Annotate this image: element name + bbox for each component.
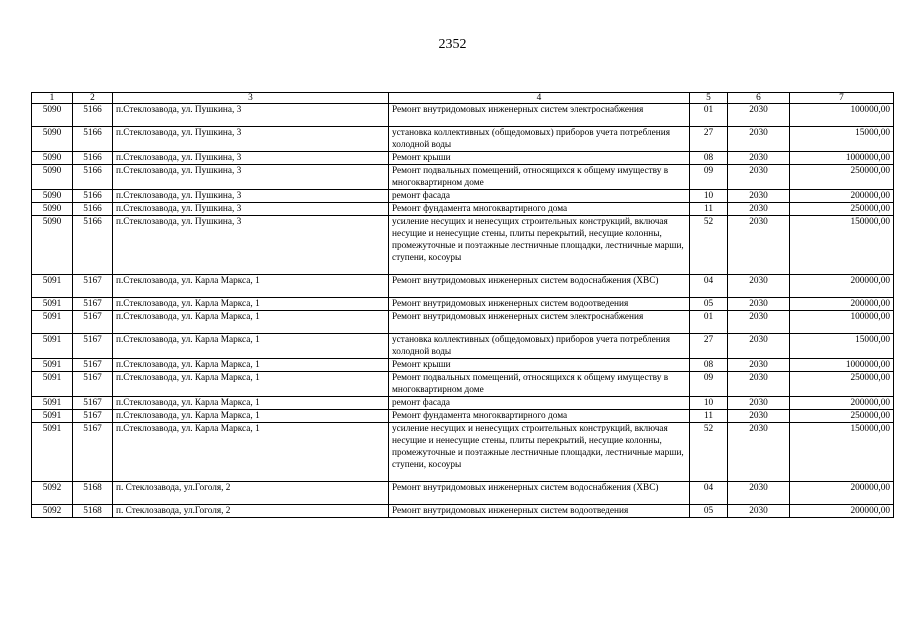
house-id-cell: 5166 [73,152,113,165]
cost-cell: 150000,00 [790,423,894,482]
cost-cell: 1000000,00 [790,152,894,165]
table-row [32,203,894,216]
work-code-cell: 27 [690,334,728,359]
cost-cell: 250000,00 [790,165,894,190]
cost-cell: 150000,00 [790,216,894,275]
year-cell: 2030 [728,410,790,423]
table-row [32,216,894,275]
cost-cell: 100000,00 [790,104,894,127]
record-number-cell: 5092 [32,505,73,518]
record-number-cell: 5091 [32,275,73,298]
work-code-cell: 09 [690,372,728,397]
house-id-cell: 5167 [73,359,113,372]
work-type-cell: Ремонт внутридомовых инженерных систем электроснабжения [389,311,690,334]
work-code-cell: 01 [690,104,728,127]
address-cell: п. Стеклозавода, ул.Гоголя, 2 [113,505,389,518]
page-number: 2352 [438,37,467,52]
work-type-cell: Ремонт крыши [389,152,690,165]
house-id-cell: 5166 [73,127,113,152]
column-header: 3 [113,93,389,104]
table-row [32,397,894,410]
work-code-cell: 08 [690,152,728,165]
table-row [32,190,894,203]
work-type-cell: Ремонт внутридомовых инженерных систем электроснабжения [389,104,690,127]
house-id-cell: 5167 [73,334,113,359]
cost-cell: 200000,00 [790,397,894,410]
table-row [32,104,894,127]
work-code-cell: 52 [690,216,728,275]
work-type-cell: Ремонт внутридомовых инженерных систем водоснабжения (ХВС) [389,482,690,505]
cost-cell: 200000,00 [790,298,894,311]
column-header: 1 [32,93,73,104]
house-id-cell: 5168 [73,482,113,505]
house-id-cell: 5167 [73,275,113,298]
address-cell: п.Стеклозавода, ул. Пушкина, 3 [113,152,389,165]
year-cell: 2030 [728,359,790,372]
record-number-cell: 5091 [32,334,73,359]
work-code-cell: 52 [690,423,728,482]
work-type-cell: Ремонт фундамента многоквартирного дома [389,203,690,216]
record-number-cell: 5091 [32,423,73,482]
table-row [32,311,894,334]
table-row [32,127,894,152]
address-cell: п.Стеклозавода, ул. Пушкина, 3 [113,203,389,216]
work-code-cell: 04 [690,275,728,298]
house-id-cell: 5166 [73,216,113,275]
year-cell: 2030 [728,505,790,518]
house-id-cell: 5167 [73,311,113,334]
record-number-cell: 5090 [32,152,73,165]
work-code-cell: 27 [690,127,728,152]
table-row [32,423,894,482]
year-cell: 2030 [728,127,790,152]
record-number-cell: 5090 [32,127,73,152]
address-cell: п. Стеклозавода, ул.Гоголя, 2 [113,482,389,505]
work-code-cell: 09 [690,165,728,190]
column-header: 5 [690,93,728,104]
house-id-cell: 5166 [73,203,113,216]
cost-cell: 250000,00 [790,372,894,397]
table-row [32,359,894,372]
address-cell: п.Стеклозавода, ул. Карла Маркса, 1 [113,298,389,311]
table-body [32,104,894,518]
work-type-cell: Ремонт внутридомовых инженерных систем водоотведения [389,505,690,518]
work-type-cell: установка коллективных (общедомовых) приборов учета потребления холодной воды [389,334,690,359]
house-id-cell: 5167 [73,372,113,397]
column-number-row [32,93,894,104]
year-cell: 2030 [728,104,790,127]
column-header: 6 [728,93,790,104]
house-id-cell: 5166 [73,190,113,203]
address-cell: п.Стеклозавода, ул. Пушкина, 3 [113,216,389,275]
address-cell: п.Стеклозавода, ул. Карла Маркса, 1 [113,410,389,423]
record-number-cell: 5092 [32,482,73,505]
work-type-cell: ремонт фасада [389,397,690,410]
work-type-cell: усиление несущих и ненесущих строительных конструкций, включая несущие и ненесущие стены, плиты перекрытий, несущие колонны, промежуточные и поэтажные лестничные площадки, лестничные марши, ступени, косоуры [389,216,690,275]
table-row [32,334,894,359]
year-cell: 2030 [728,298,790,311]
year-cell: 2030 [728,216,790,275]
table-row [32,275,894,298]
work-code-cell: 11 [690,203,728,216]
cost-cell: 200000,00 [790,190,894,203]
record-number-cell: 5090 [32,104,73,127]
record-number-cell: 5090 [32,216,73,275]
work-type-cell: ремонт фасада [389,190,690,203]
year-cell: 2030 [728,203,790,216]
address-cell: п.Стеклозавода, ул. Пушкина, 3 [113,104,389,127]
house-id-cell: 5167 [73,423,113,482]
cost-cell: 250000,00 [790,203,894,216]
address-cell: п.Стеклозавода, ул. Пушкина, 3 [113,127,389,152]
house-id-cell: 5166 [73,104,113,127]
work-type-cell: усиление несущих и ненесущих строительных конструкций, включая несущие и ненесущие стены, плиты перекрытий, несущие колонны, промежуточные и поэтажные лестничные площадки, лестничные марши, ступени, косоуры [389,423,690,482]
work-type-cell: установка коллективных (общедомовых) приборов учета потребления холодной воды [389,127,690,152]
address-cell: п.Стеклозавода, ул. Карла Маркса, 1 [113,359,389,372]
record-number-cell: 5091 [32,372,73,397]
cost-cell: 200000,00 [790,482,894,505]
record-number-cell: 5090 [32,190,73,203]
cost-cell: 250000,00 [790,410,894,423]
record-number-cell: 5090 [32,203,73,216]
cost-cell: 1000000,00 [790,359,894,372]
house-id-cell: 5167 [73,298,113,311]
work-code-cell: 05 [690,298,728,311]
cost-cell: 200000,00 [790,505,894,518]
house-id-cell: 5166 [73,165,113,190]
work-type-cell: Ремонт крыши [389,359,690,372]
year-cell: 2030 [728,397,790,410]
work-code-cell: 10 [690,190,728,203]
year-cell: 2030 [728,165,790,190]
address-cell: п.Стеклозавода, ул. Карла Маркса, 1 [113,311,389,334]
address-cell: п.Стеклозавода, ул. Пушкина, 3 [113,165,389,190]
record-number-cell: 5091 [32,359,73,372]
work-type-cell: Ремонт внутридомовых инженерных систем водоснабжения (ХВС) [389,275,690,298]
work-type-cell: Ремонт фундамента многоквартирного дома [389,410,690,423]
work-type-cell: Ремонт подвальных помещений, относящихся к общему имуществу в многоквартирном доме [389,165,690,190]
record-number-cell: 5091 [32,410,73,423]
year-cell: 2030 [728,334,790,359]
year-cell: 2030 [728,190,790,203]
table-row [32,482,894,505]
address-cell: п.Стеклозавода, ул. Карла Маркса, 1 [113,423,389,482]
work-code-cell: 08 [690,359,728,372]
cost-cell: 200000,00 [790,275,894,298]
work-code-cell: 01 [690,311,728,334]
address-cell: п.Стеклозавода, ул. Карла Маркса, 1 [113,275,389,298]
address-cell: п.Стеклозавода, ул. Карла Маркса, 1 [113,334,389,359]
table-row [32,505,894,518]
cost-cell: 100000,00 [790,311,894,334]
work-code-cell: 11 [690,410,728,423]
cost-cell: 15000,00 [790,127,894,152]
year-cell: 2030 [728,152,790,165]
house-id-cell: 5168 [73,505,113,518]
year-cell: 2030 [728,482,790,505]
work-code-cell: 10 [690,397,728,410]
table-row [32,410,894,423]
house-id-cell: 5167 [73,397,113,410]
record-number-cell: 5091 [32,298,73,311]
table-row [32,298,894,311]
address-cell: п.Стеклозавода, ул. Пушкина, 3 [113,190,389,203]
address-cell: п.Стеклозавода, ул. Карла Маркса, 1 [113,397,389,410]
address-cell: п.Стеклозавода, ул. Карла Маркса, 1 [113,372,389,397]
year-cell: 2030 [728,311,790,334]
year-cell: 2030 [728,423,790,482]
table-row [32,152,894,165]
work-code-cell: 05 [690,505,728,518]
year-cell: 2030 [728,275,790,298]
record-number-cell: 5091 [32,311,73,334]
column-header: 7 [790,93,894,104]
work-type-cell: Ремонт подвальных помещений, относящихся к общему имуществу в многоквартирном доме [389,372,690,397]
work-code-cell: 04 [690,482,728,505]
table-row [32,372,894,397]
table-row [32,165,894,190]
record-number-cell: 5090 [32,165,73,190]
record-number-cell: 5091 [32,397,73,410]
house-id-cell: 5167 [73,410,113,423]
year-cell: 2030 [728,372,790,397]
repair-program-table [31,92,894,518]
cost-cell: 15000,00 [790,334,894,359]
work-type-cell: Ремонт внутридомовых инженерных систем водоотведения [389,298,690,311]
column-header: 2 [73,93,113,104]
column-header: 4 [389,93,690,104]
